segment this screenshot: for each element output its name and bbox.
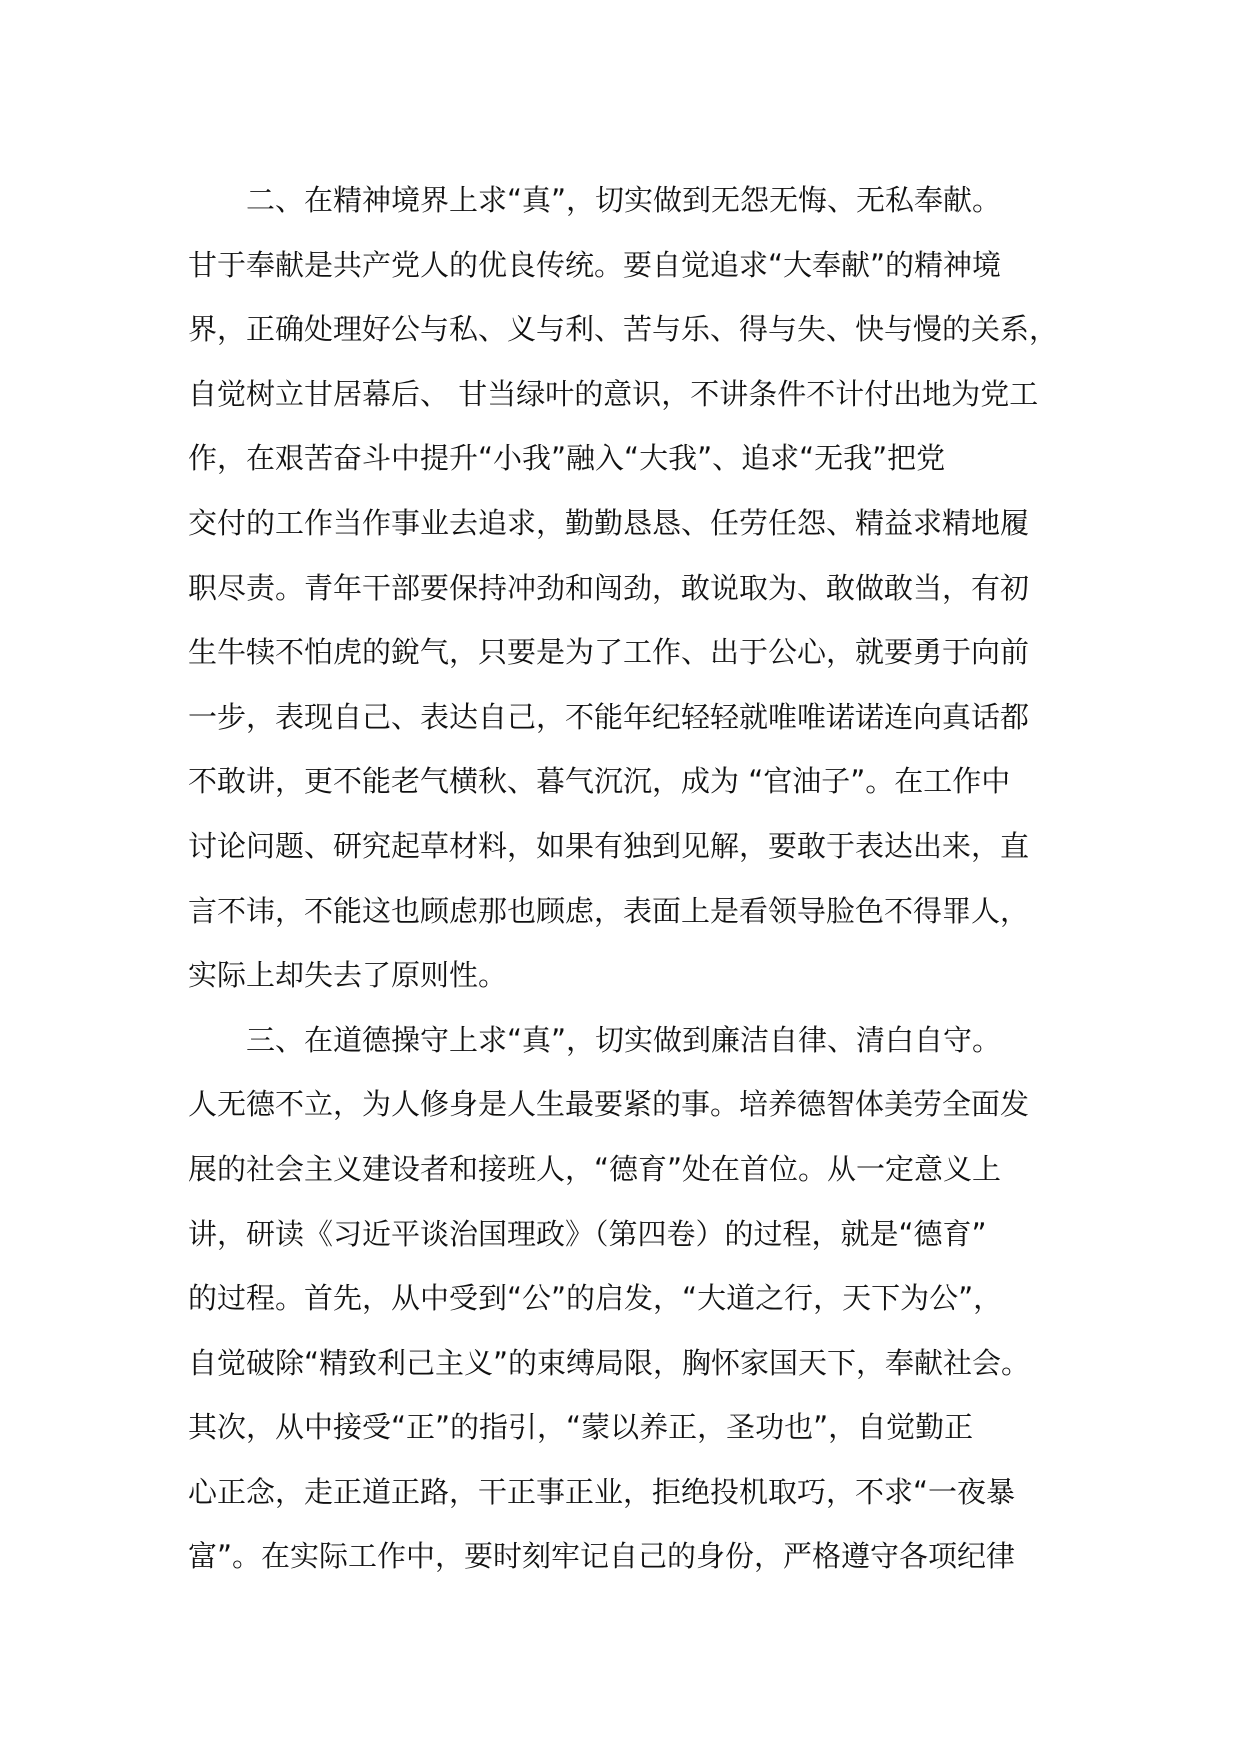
text-line: 实际上却失去了原则性。 — [188, 958, 508, 993]
text-line: 其次，从中接受“正”的指引，“蒙以养正，圣功也”，自觉勤正 — [188, 1410, 974, 1445]
text-line: 讨论问题、研究起草材料，如果有独到见解，要敢于表达出来，直 — [188, 828, 1030, 863]
text-line: 富”。在实际工作中，要时刻牢记自己的身份，严格遵守各项纪律 — [188, 1539, 1016, 1574]
text-line: 作，在艰苦奋斗中提升“小我”融入“大我”、追求“无我”把党 — [188, 441, 946, 476]
text-line: 自觉树立甘居幕后、 甘当绿叶的意识，不讲条件不计付出地为党工 — [188, 376, 1039, 411]
text-line: 的过程。首先，从中受到“公”的启发，“大道之行，天下为公”， — [188, 1281, 1003, 1316]
text-line: 自觉破除“精致利己主义”的束缚局限，胸怀家国天下，奉献社会。 — [188, 1345, 1031, 1380]
text-line: 甘于奉献是共产党人的优良传统。要自觉追求“大奉献”的精神境 — [188, 247, 1002, 282]
body-text — [188, 168, 1088, 1589]
text-line: 界，正确处理好公与私、义与利、苦与乐、得与失、快与慢的关系， — [188, 312, 1059, 347]
text-line: 生牛犊不怕虎的銳气，只要是为了工作、出于公心，就要勇于向前 — [188, 635, 1030, 670]
text-line: 不敢讲，更不能老气横秋、暮气沉沉，成为 “官油子”。在工作中 — [188, 764, 1011, 799]
text-line: 交付的工作当作事业去追求，勤勤恳恳、任劳任怨、精益求精地履 — [188, 505, 1030, 540]
text-line: 讲，研读《习近平谈治国理政》（第四卷）的过程，就是“德育” — [188, 1216, 987, 1251]
text-line: 言不讳，不能这也顾虑那也顾虑，表面上是看领导脸色不得罪人， — [188, 893, 1030, 928]
paragraph-heading-3: 三、在道德操守上求“真”，切实做到廉洁自律、清白自守。 — [246, 1022, 1002, 1057]
text-line: 一步，表现自己、表达自己，不能年纪轻轻就唯唯诺诺连向真话都 — [188, 699, 1030, 734]
text-line: 心正念，走正道正路，干正事正业，拒绝投机取巧，不求“一夜暴 — [188, 1474, 1016, 1509]
paragraph-heading-2: 二、在精神境界上求“真”，切实做到无怨无悔、无私奉献。 — [246, 183, 1002, 217]
text-line: 职尽责。青年干部要保持冲劲和闯劲，敢说取为、敢做敢当，有初 — [188, 570, 1030, 605]
text-line: 展的社会主义建设者和接班人，“德育”处在首位。从一定意义上 — [188, 1151, 1002, 1186]
text-line: 人无德不立，为人修身是人生最要紧的事。培养德智体美劳全面发 — [188, 1087, 1030, 1122]
